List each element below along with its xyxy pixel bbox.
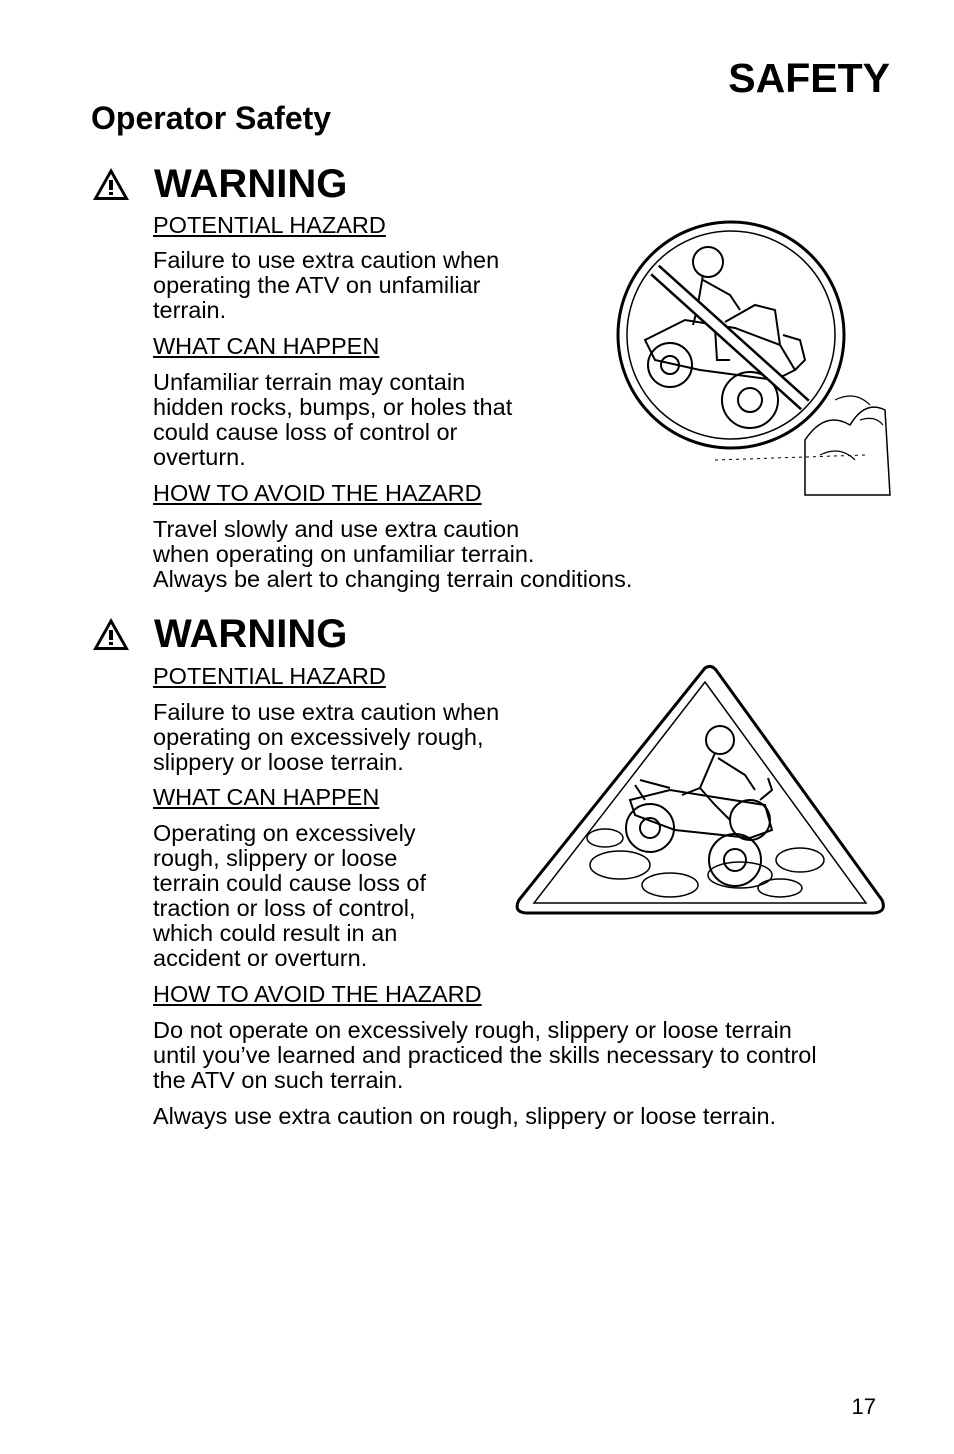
text-line: Failure to use extra caution when [153,699,500,725]
how-to-avoid-heading: HOW TO AVOID THE HAZARD [153,981,482,1007]
text-line: the ATV on such terrain. [153,1067,404,1093]
text-line: accident or overturn. [153,945,368,971]
text-line: until you’ve learned and practiced the skills necessary to control [153,1042,817,1068]
text-line: Always be alert to changing terrain conditions. [153,566,633,592]
no-atv-prohibition-icon [605,210,895,500]
hazard-block [153,213,386,238]
text-line: Unfamiliar terrain may contain [153,369,466,395]
text-line: traction or loss of control, [153,895,416,921]
text-line: Do not operate on excessively rough, slippery or loose terrain [153,1017,792,1043]
text-line: which could result in an [153,920,398,946]
page-number: 17 [851,1394,876,1419]
avoid-block [153,982,482,1007]
what-block [153,334,379,359]
text-line: rough, slippery or loose [153,845,398,871]
warning-label: WARNING [154,612,348,656]
text-line: terrain could cause loss of [153,870,427,896]
text-line: terrain. [153,297,227,323]
text-line: Travel slowly and use extra caution [153,516,520,542]
text-line: hidden rocks, bumps, or holes that [153,394,513,420]
extra-caution-text [153,1104,776,1129]
text-line: operating on excessively rough, [153,724,484,750]
potential-hazard-heading: POTENTIAL HAZARD [153,663,386,689]
warning-triangle-icon [91,616,131,652]
text-line: slippery or loose terrain. [153,749,404,775]
warning-heading [91,614,347,654]
avoid-block [153,481,482,506]
what-block [153,785,379,810]
section-title: SAFETY [728,55,890,101]
how-to-avoid-heading: HOW TO AVOID THE HAZARD [153,480,482,506]
hazard-text [153,248,499,323]
what-can-happen-heading: WHAT CAN HAPPEN [153,333,380,359]
text-line: Always use extra caution on rough, slippery or loose terrain. [153,1103,777,1129]
text-line: Failure to use extra caution when [153,247,500,273]
warning-label: WARNING [154,162,348,206]
hazard-text [153,700,499,775]
text-line: overturn. [153,444,246,470]
atv-rough-terrain-caution-icon [510,660,892,920]
what-text [153,821,426,971]
avoid-text [153,1018,817,1093]
what-text [153,370,512,470]
warning-heading [91,164,347,204]
text-line: could cause loss of control or [153,419,458,445]
what-can-happen-heading: WHAT CAN HAPPEN [153,784,380,810]
hazard-block [153,664,386,689]
subsection-title: Operator Safety [91,100,332,136]
text-line: Operating on excessively [153,820,416,846]
text-line: when operating on unfamiliar terrain. [153,541,535,567]
potential-hazard-heading: POTENTIAL HAZARD [153,212,386,238]
avoid-text [153,517,632,592]
warning-triangle-icon [91,166,131,202]
text-line: operating the ATV on unfamiliar [153,272,481,298]
